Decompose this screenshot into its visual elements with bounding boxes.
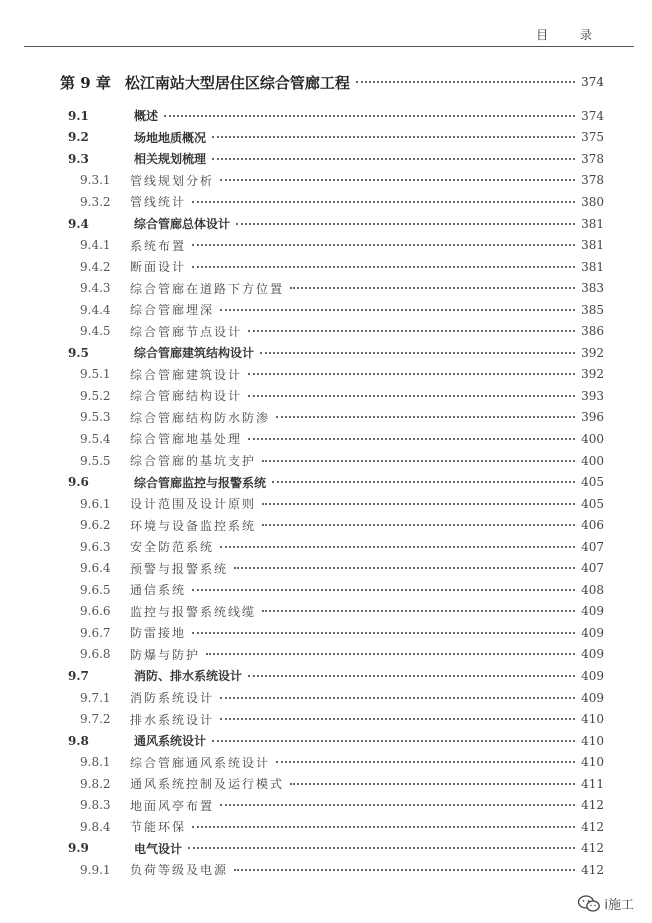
- toc-entry-number: 9.2: [68, 130, 89, 145]
- leader-dots: [248, 330, 575, 332]
- toc-entry-title: 概述: [134, 109, 159, 124]
- toc-entry-number: 9.5.2: [80, 388, 111, 403]
- toc-entry[interactable]: [60, 859, 604, 881]
- toc-entry-number: 9.6.1: [80, 496, 111, 511]
- toc-entry-number: 9.6.7: [80, 625, 111, 640]
- toc-entry-number: 9.7.2: [80, 712, 111, 727]
- toc-entry-title: 通信系统: [130, 583, 187, 598]
- toc-entry-page: 396: [581, 410, 604, 425]
- toc-entry-page: 409: [581, 690, 604, 705]
- toc-entry[interactable]: [60, 277, 604, 299]
- toc-entry-title: 预警与报警系统: [130, 561, 229, 576]
- toc-entry-page: 409: [581, 647, 604, 662]
- leader-dots: [356, 81, 575, 83]
- leader-dots: [290, 783, 575, 785]
- toc-entry-number: 9.6: [68, 475, 89, 490]
- toc-entry-page: 381: [581, 216, 604, 231]
- toc-entry-number: 9.4.3: [80, 281, 111, 296]
- leader-dots: [212, 158, 575, 160]
- leader-dots: [220, 804, 575, 806]
- toc-entry-title: 防爆与防护: [130, 647, 201, 662]
- toc-entry-title: 综合管廊通风系统设计: [130, 755, 271, 770]
- toc-entry[interactable]: [60, 105, 604, 127]
- toc-entry[interactable]: [60, 795, 604, 817]
- toc-entry[interactable]: [60, 428, 604, 450]
- toc-entry[interactable]: [60, 644, 604, 666]
- toc-entry[interactable]: [60, 127, 604, 149]
- leader-dots: [220, 309, 575, 311]
- toc-entry-page: 400: [581, 431, 604, 446]
- toc-entry-page: 412: [581, 841, 604, 856]
- leader-dots: [276, 761, 575, 763]
- toc-entry-page: 374: [581, 108, 604, 123]
- toc-entry-number: 9.3: [68, 151, 89, 166]
- toc-entry-page: 410: [581, 755, 604, 770]
- leader-dots: [212, 740, 575, 742]
- toc-entry-page: 407: [581, 539, 604, 554]
- leader-dots: [248, 395, 575, 397]
- toc-entry-title: 通风系统控制及运行模式: [130, 777, 285, 792]
- toc-entry-page: 381: [581, 259, 604, 274]
- leader-dots: [220, 546, 575, 548]
- toc-entry[interactable]: [60, 601, 604, 623]
- toc-entry-page: 392: [581, 367, 604, 382]
- toc-entry-number: 9.6.2: [80, 518, 111, 533]
- toc-entry[interactable]: [60, 256, 604, 278]
- toc-entry-page: 405: [581, 496, 604, 511]
- toc-entry-title: 消防、排水系统设计: [134, 669, 243, 684]
- toc-entry[interactable]: [60, 450, 604, 472]
- toc-entry-title: 综合管廊埋深: [130, 303, 215, 318]
- toc-entry-title: 环境与设备监控系统: [130, 518, 257, 533]
- toc-entry-number: 9.8: [68, 733, 89, 748]
- toc-entry-number: 9.8.2: [80, 776, 111, 791]
- toc-entry-title: 综合管廊节点设计: [130, 324, 243, 339]
- toc-entry[interactable]: [60, 816, 604, 838]
- chapter-title: 松江南站大型居住区综合管廊工程: [124, 73, 350, 92]
- toc-entry[interactable]: [60, 170, 604, 192]
- leader-dots: [260, 352, 575, 354]
- toc-entry-title: 综合管廊建筑设计: [130, 367, 243, 382]
- toc-entry-number: 9.5.1: [80, 367, 111, 382]
- toc-entry-title: 综合管廊在道路下方位置: [130, 281, 285, 296]
- watermark: [578, 894, 634, 913]
- toc-entry[interactable]: [60, 557, 604, 579]
- toc-entry[interactable]: [60, 320, 604, 342]
- toc-entry[interactable]: [60, 708, 604, 730]
- toc-entry-title: 设计范围及设计原则: [130, 497, 257, 512]
- toc-entry-title: 管线规划分析: [130, 173, 215, 188]
- toc-entry-number: 9.5: [68, 345, 89, 360]
- toc-entry-page: 410: [581, 712, 604, 727]
- toc-entry[interactable]: [60, 299, 604, 321]
- toc-entry-page: 409: [581, 625, 604, 640]
- toc-entry-title: 综合管廊的基坑支护: [130, 454, 257, 469]
- toc-entry[interactable]: [60, 665, 604, 687]
- leader-dots: [192, 826, 575, 828]
- toc-entry-number: 9.6.5: [80, 582, 111, 597]
- toc-entry[interactable]: [60, 579, 604, 601]
- leader-dots: [272, 481, 575, 483]
- toc-entry-title: 电气设计: [134, 841, 183, 856]
- leader-dots: [192, 632, 575, 634]
- toc-entry-page: 375: [581, 130, 604, 145]
- toc-entry-page: 381: [581, 238, 604, 253]
- toc-entry-number: 9.9.1: [80, 862, 111, 877]
- toc-entry-title: 综合管廊总体设计: [134, 217, 231, 231]
- toc-entry-page: 393: [581, 388, 604, 403]
- toc-entry-page: 385: [581, 302, 604, 317]
- toc-entry-page: 400: [581, 453, 604, 468]
- wechat-icon: [578, 895, 600, 913]
- toc-entry-number: 9.4: [68, 216, 89, 231]
- toc-entry-number: 9.6.4: [80, 561, 111, 576]
- leader-dots: [192, 201, 575, 203]
- leader-dots: [262, 503, 575, 505]
- toc-entry-number: 9.7: [68, 668, 89, 683]
- toc-entry-page: 409: [581, 604, 604, 619]
- leader-dots: [212, 136, 575, 138]
- leader-dots: [248, 438, 575, 440]
- header-title: 目 录: [536, 28, 606, 42]
- toc-entry-page: 412: [581, 862, 604, 877]
- toc-entry-number: 9.9: [68, 841, 89, 856]
- toc-list: [60, 105, 604, 881]
- toc-entry[interactable]: [60, 622, 604, 644]
- toc-entry-number: 9.6.3: [80, 539, 111, 554]
- leader-dots: [248, 675, 575, 677]
- leader-dots: [220, 718, 575, 720]
- toc-entry-page: 410: [581, 733, 604, 748]
- toc-entry[interactable]: [60, 471, 604, 493]
- toc-entry[interactable]: [60, 213, 604, 235]
- toc-entry-page: 405: [581, 475, 604, 490]
- toc-entry[interactable]: [60, 773, 604, 795]
- toc-entry-page: 412: [581, 819, 604, 834]
- toc-entry-title: 综合管廊地基处理: [130, 432, 243, 447]
- toc-entry-page: 406: [581, 518, 604, 533]
- toc-entry-number: 9.7.1: [80, 690, 111, 705]
- leader-dots: [220, 179, 575, 181]
- toc-entry[interactable]: [60, 364, 604, 386]
- toc-entry[interactable]: [60, 493, 604, 515]
- toc-entry-number: 9.5.5: [80, 453, 111, 468]
- toc-entry[interactable]: [60, 514, 604, 536]
- toc-entry[interactable]: [60, 407, 604, 429]
- toc-entry-title: 综合管廊结构设计: [130, 389, 243, 404]
- toc-entry-page: 407: [581, 561, 604, 576]
- toc-entry-number: 9.4.1: [80, 238, 111, 253]
- chapter-page: 374: [581, 75, 604, 89]
- toc-entry-title: 场地地质概况: [134, 130, 207, 145]
- toc-entry-title: 防雷接地: [130, 626, 187, 641]
- toc-entry-number: 9.8.1: [80, 755, 111, 770]
- leader-dots: [192, 589, 575, 591]
- toc-entry[interactable]: [60, 148, 604, 170]
- toc-entry-page: 408: [581, 582, 604, 597]
- toc-entry-title: 综合管廊监控与报警系统: [134, 475, 267, 490]
- leader-dots: [276, 416, 575, 418]
- leader-dots: [236, 223, 575, 225]
- toc-entry-title: 综合管廊建筑结构设计: [134, 346, 255, 361]
- toc-entry-title: 消防系统设计: [130, 691, 215, 706]
- toc-entry-number: 9.6.6: [80, 604, 111, 619]
- leader-dots: [220, 697, 575, 699]
- watermark-text: i施工: [604, 898, 634, 913]
- toc-entry-title: 地面风亭布置: [130, 798, 215, 813]
- toc-entry-page: 392: [581, 345, 604, 360]
- toc-entry-page: 386: [581, 324, 604, 339]
- toc-entry-page: 380: [581, 194, 604, 209]
- toc-entry-page: 412: [581, 798, 604, 813]
- toc-entry-title: 监控与报警系统线缆: [130, 604, 257, 619]
- toc-entry[interactable]: [60, 751, 604, 773]
- toc-entry[interactable]: [60, 687, 604, 709]
- leader-dots: [262, 460, 575, 462]
- toc-entry-number: 9.5.4: [80, 431, 111, 446]
- toc-entry[interactable]: [60, 385, 604, 407]
- leader-dots: [234, 567, 575, 569]
- toc-entry-title: 断面设计: [130, 260, 187, 275]
- leader-dots: [192, 244, 575, 246]
- toc-entry-page: 409: [581, 668, 604, 683]
- toc-entry-number: 9.4.4: [80, 302, 111, 317]
- toc-entry-number: 9.8.3: [80, 798, 111, 813]
- toc-entry-title: 通风系统设计: [134, 734, 207, 749]
- toc-entry-title: 负荷等级及电源: [130, 863, 229, 878]
- toc-entry-page: 378: [581, 173, 604, 188]
- leader-dots: [192, 266, 575, 268]
- toc-entry-page: 411: [581, 776, 604, 791]
- toc-entry-number: 9.3.1: [80, 173, 111, 188]
- leader-dots: [234, 869, 575, 871]
- toc-entry-number: 9.3.2: [80, 194, 111, 209]
- page-header: [24, 24, 634, 47]
- toc-entry-number: 9.8.4: [80, 819, 111, 834]
- leader-dots: [206, 653, 575, 655]
- leader-dots: [262, 524, 575, 526]
- toc-entry-title: 相关规划梳理: [134, 152, 207, 167]
- leader-dots: [188, 847, 575, 849]
- toc-entry-number: 9.6.8: [80, 647, 111, 662]
- leader-dots: [290, 287, 575, 289]
- toc-entry[interactable]: [60, 342, 604, 364]
- toc-entry[interactable]: [60, 191, 604, 213]
- toc-entry-title: 综合管廊结构防水防渗: [130, 410, 271, 425]
- chapter-number: 第 9 章: [60, 73, 111, 92]
- leader-dots: [248, 373, 575, 375]
- toc-entry-number: 9.1: [68, 108, 89, 123]
- toc-entry-number: 9.5.3: [80, 410, 111, 425]
- toc-entry-number: 9.4.2: [80, 259, 111, 274]
- toc-entry-number: 9.4.5: [80, 324, 111, 339]
- toc-entry-title: 排水系统设计: [130, 712, 215, 727]
- toc-entry-page: 378: [581, 151, 604, 166]
- toc-entry-page: 383: [581, 281, 604, 296]
- toc-entry[interactable]: [60, 536, 604, 558]
- toc-entry-title: 安全防范系统: [130, 540, 215, 555]
- toc-entry[interactable]: [60, 838, 604, 860]
- toc-entry-title: 节能环保: [130, 820, 187, 835]
- leader-dots: [262, 610, 575, 612]
- toc-entry-title: 管线统计: [130, 195, 187, 210]
- toc-entry[interactable]: [60, 234, 604, 256]
- toc-entry-title: 系统布置: [130, 238, 187, 253]
- chapter-heading[interactable]: [60, 70, 604, 94]
- toc-entry[interactable]: [60, 730, 604, 752]
- leader-dots: [164, 115, 575, 117]
